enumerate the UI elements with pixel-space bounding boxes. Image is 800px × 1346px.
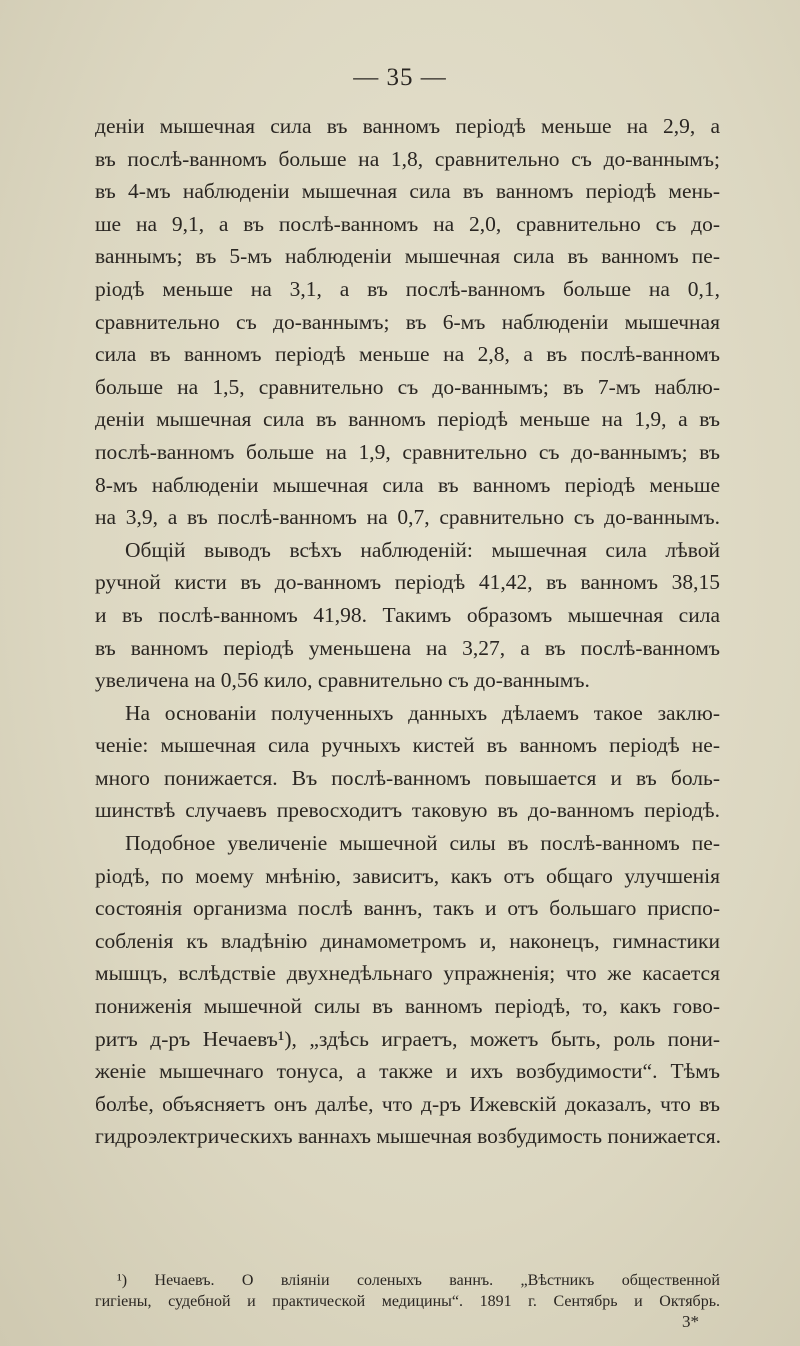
text-line: шинствѣ случаевъ превосходитъ таковую въ до-ванномъ періодѣ. [95, 798, 720, 823]
text-line: мышцъ, вслѣдствіе двухнедѣльнаго упражненія; что же касается [95, 961, 720, 986]
text-line: сила въ ванномъ періодѣ меньше на 2,8, а въ послѣ-ванномъ [95, 342, 720, 367]
paragraph-end-line: увеличена на 0,56 кило, сравнительно съ до-ваннымъ. [95, 668, 590, 693]
text-line: деніи мышечная сила въ ванномъ періодѣ меньше на 2,9, а [95, 114, 720, 138]
text-line: 8-мъ наблюденіи мышечная сила въ ванномъ періодѣ меньше [95, 472, 720, 497]
text-line: въ 4-мъ наблюденіи мышечная сила въ ванномъ періодѣ мень- [95, 179, 720, 204]
text-line: ваннымъ; въ 5-мъ наблюденіи мышечная сила въ ванномъ пе- [95, 244, 720, 269]
footnote-line: гигіены, судебной и практической медицины“. 1891 г. Сентябрь и Октябрь. [95, 1293, 720, 1310]
text-line: и въ послѣ-ванномъ 41,98. Такимъ образомъ мышечная сила [95, 602, 720, 627]
paragraph-start-line: Подобное увеличеніе мышечной силы въ послѣ-ванномъ пе- [125, 831, 720, 856]
text-line: ченіе: мышечная сила ручныхъ кистей въ ванномъ періодѣ не- [95, 733, 720, 758]
text-line: болѣе, объясняетъ онъ далѣе, что д-ръ Ижевскій доказалъ, что въ [95, 1091, 720, 1116]
text-line: ритъ д-ръ Нечаевъ¹), „здѣсь играетъ, можетъ быть, роль пони- [95, 1026, 720, 1051]
text-line: ше на 9,1, а въ послѣ-ванномъ на 2,0, сравнительно съ до- [95, 211, 720, 236]
footnote-line: ¹) Нечаевъ. О вліяніи соленыхъ ваннъ. „Вѣстникъ общественной [117, 1272, 720, 1289]
footnote [95, 1270, 720, 1312]
text-line: собленія къ владѣнію динамометромъ и, наконецъ, гимнастики [95, 928, 720, 953]
text-line: на 3,9, а въ послѣ-ванномъ на 0,7, сравнительно съ до-ваннымъ. [95, 505, 720, 530]
text-line: состоянія организма послѣ ваннъ, такъ и отъ большаго приспо- [95, 896, 720, 921]
signature-mark: 3* [682, 1312, 699, 1331]
text-line: въ ванномъ періодѣ уменьшена на 3,27, а въ послѣ-ванномъ [95, 635, 720, 660]
text-line: много понижается. Въ послѣ-ванномъ повышается и въ боль- [95, 765, 720, 790]
text-line: ріодѣ, по моему мнѣнію, зависитъ, какъ отъ общаго улучшенія [95, 863, 720, 888]
text-line: ріодѣ меньше на 3,1, а въ послѣ-ванномъ больше на 0,1, [95, 276, 720, 301]
paragraph-start-line: Общій выводъ всѣхъ наблюденій: мышечная сила лѣвой [125, 537, 720, 562]
text-line: больше на 1,5, сравнительно съ до-ваннымъ; въ 7-мъ наблю- [95, 374, 720, 399]
body-text [95, 110, 720, 1153]
text-line: послѣ-ванномъ больше на 1,9, сравнительно съ до-ваннымъ; въ [95, 439, 720, 464]
text-line: ручной кисти въ до-ванномъ періодѣ 41,42, въ ванномъ 38,15 [95, 570, 720, 595]
paragraph-start-line: На основаніи полученныхъ данныхъ дѣлаемъ такое заклю- [125, 700, 720, 725]
text-line: женіе мышечнаго тонуса, а также и ихъ возбудимости“. Тѣмъ [95, 1059, 720, 1084]
text-line: гидроэлектрическихъ ваннахъ мышечная возбудимость понижается. [95, 1124, 722, 1149]
text-line: въ послѣ-ванномъ больше на 1,8, сравнительно съ до-ваннымъ; [95, 146, 720, 171]
text-line: сравнительно съ до-ваннымъ; въ 6-мъ наблюденіи мышечная [95, 309, 720, 334]
text-line: деніи мышечная сила въ ванномъ періодѣ меньше на 1,9, а въ [95, 407, 720, 432]
page-number: — 35 — [353, 64, 447, 91]
text-line: пониженія мышечной силы въ ванномъ періодѣ, то, какъ гово- [95, 994, 720, 1019]
